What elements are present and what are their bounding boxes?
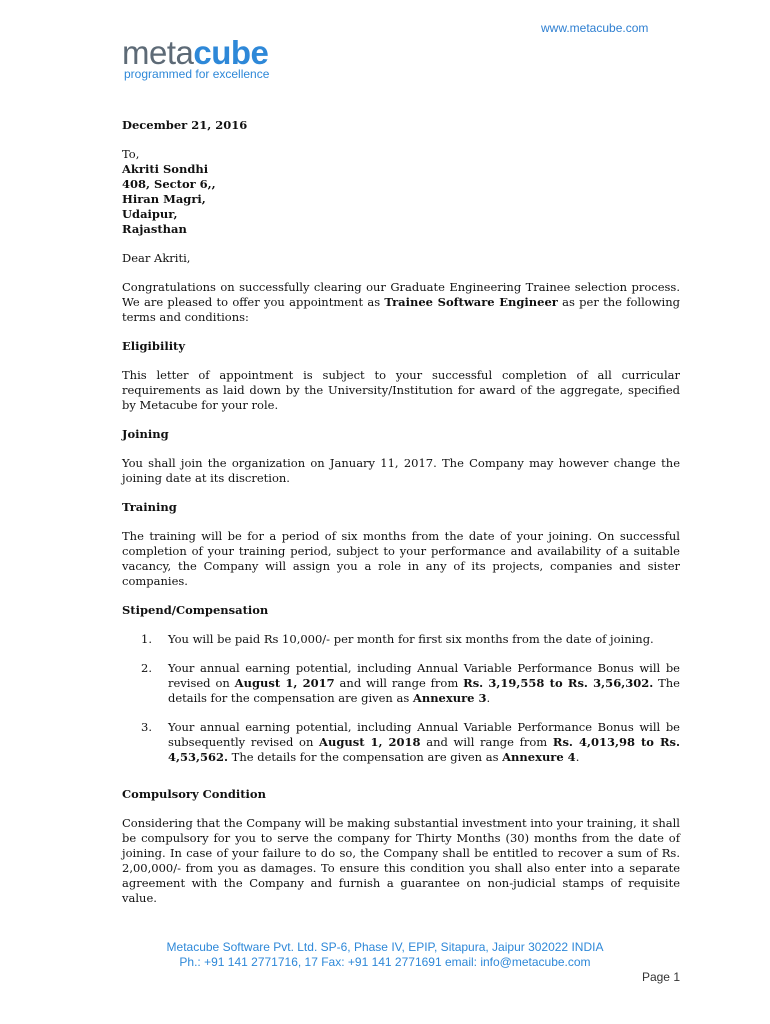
- list-text: .: [575, 750, 580, 764]
- joining-heading: Joining: [122, 427, 169, 441]
- compulsory-heading: Compulsory Condition: [122, 787, 266, 801]
- logo-cube: cube: [193, 34, 269, 71]
- salary-range: Rs. 4,013,98 to Rs. 4,53,562.: [168, 735, 680, 764]
- to-label: To,: [122, 147, 140, 161]
- list-text: .: [486, 691, 491, 705]
- list-number: 2.: [141, 661, 152, 675]
- list-number: 1.: [141, 632, 152, 646]
- joining-text: You shall join the organization on January 11, 2017. The Company may however change the joining date at its discretion.: [122, 456, 680, 485]
- page-number: Page 1: [641, 970, 680, 984]
- revision-date: August 1, 2018: [319, 735, 421, 749]
- recipient-address: [122, 147, 680, 237]
- address-line: Akriti Sondhi: [122, 162, 209, 176]
- training-heading: Training: [122, 500, 177, 514]
- compulsory-text: Considering that the Company will be making substantial investment into your training, it shall be compulsory for you to serve the company for Thirty Months (30) months from the date of joining. In case of your failure to do so, the Company shall be entitled to recover a sum of Rs. 2,00,000/- from you as damages. To ensure this condition you shall also enter into a separate agreement with the Company and furnish a guarantee on non-judicial stamps of requisite value.: [122, 816, 680, 905]
- list-text: Your annual earning potential, including Annual Variable Performance Bonus will be subsequently revised on: [168, 720, 680, 749]
- footer: [0, 940, 770, 970]
- address-line: Rajasthan: [122, 222, 187, 236]
- intro-text: Congratulations on successfully clearing our Graduate Engineering Trainee selection process. We are pleased to offer you appointment as: [122, 280, 680, 309]
- salary-range: Rs. 3,19,558 to Rs. 3,56,302.: [463, 676, 654, 690]
- list-text: Your annual earning potential, including Annual Variable Performance Bonus will be revised on: [168, 661, 680, 690]
- list-item: [122, 632, 680, 647]
- metacube-logo: [122, 36, 269, 81]
- address-line: Udaipur,: [122, 207, 178, 221]
- annexure-ref: Annexure 4: [502, 750, 576, 764]
- list-text: and will range from: [334, 676, 464, 690]
- stipend-list: [122, 632, 680, 765]
- logo-tagline: programmed for excellence: [124, 67, 270, 81]
- intro-paragraph: [122, 280, 680, 325]
- job-role: Trainee Software Engineer: [384, 295, 558, 309]
- salutation: Dear Akriti,: [122, 251, 191, 265]
- footer-address: Metacube Software Pvt. Ltd. SP-6, Phase IV, EPIP, Sitapura, Jaipur 302022 INDIA: [166, 940, 604, 954]
- letter-date: December 21, 2016: [122, 118, 248, 132]
- list-text: The details for the compensation are given as: [228, 750, 503, 764]
- list-text: You will be paid Rs 10,000/- per month for first six months from the date of joining.: [168, 632, 654, 646]
- annexure-ref: Annexure 3: [412, 691, 487, 705]
- list-text: The details for the compensation are given as: [168, 676, 680, 705]
- list-item: [122, 661, 680, 706]
- eligibility-text: This letter of appointment is subject to your successful completion of all curricular requirements as laid down by the University/Institution for award of the aggregate, specified by Metacube for your role.: [122, 368, 680, 412]
- training-text: The training will be for a period of six months from the date of your joining. On successful completion of your training period, subject to your performance and availability of a suitable vacancy, the Company will assign you a role in any of its projects, companies and sister companies.: [122, 529, 680, 588]
- list-text: and will range from: [420, 735, 553, 749]
- footer-contact: Ph.: +91 141 2771716, 17 Fax: +91 141 2771691 email: info@metacube.com: [179, 955, 591, 969]
- intro-text-end: as per the following terms and conditions:: [122, 295, 680, 324]
- eligibility-heading: Eligibility: [122, 339, 186, 353]
- logo-meta: meta: [122, 34, 194, 71]
- website-url[interactable]: www.metacube.com: [541, 21, 649, 35]
- list-number: 3.: [141, 720, 152, 734]
- address-line: 408, Sector 6,,: [122, 177, 216, 191]
- list-item: [122, 720, 680, 765]
- stipend-heading: Stipend/Compensation: [122, 603, 269, 617]
- revision-date: August 1, 2017: [234, 676, 335, 690]
- address-line: Hiran Magri,: [122, 192, 206, 206]
- logo-wordmark: [122, 36, 269, 69]
- letter-body: [122, 118, 680, 920]
